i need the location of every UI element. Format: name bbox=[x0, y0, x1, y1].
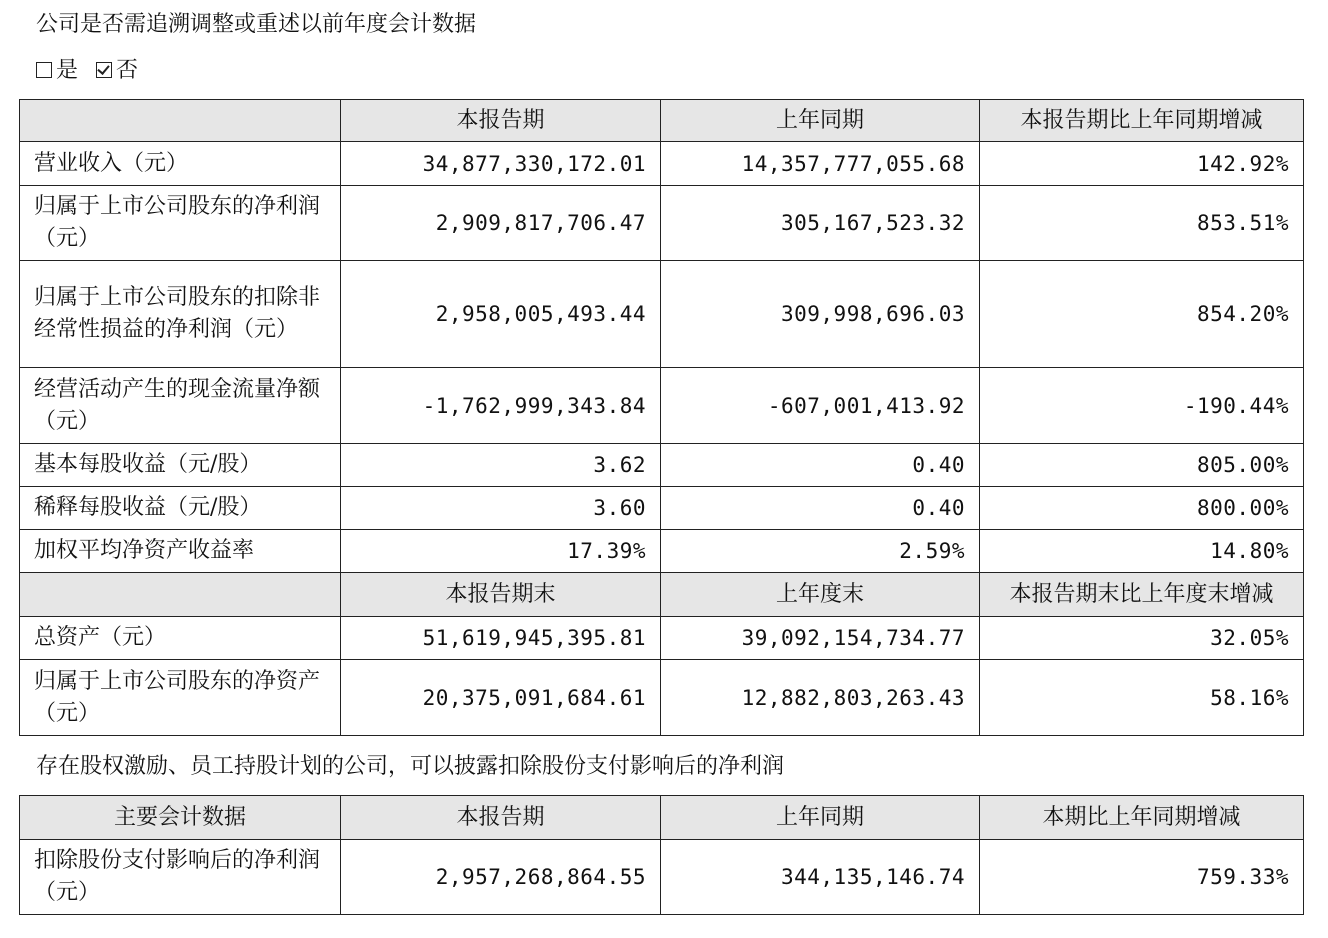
header-row-period bbox=[20, 100, 1304, 142]
restatement-choice bbox=[36, 56, 138, 86]
row-label: 总资产（元） bbox=[20, 617, 341, 660]
current-value: 3.60 bbox=[341, 487, 661, 530]
prior-value: 0.40 bbox=[661, 487, 980, 530]
header-cell: 本报告期末比上年度末增减 bbox=[980, 573, 1304, 617]
change-value: 853.51% bbox=[980, 186, 1304, 261]
header-cell bbox=[20, 573, 341, 617]
prior-value: -607,001,413.92 bbox=[661, 368, 980, 444]
table-row bbox=[20, 487, 1304, 530]
change-value: 805.00% bbox=[980, 444, 1304, 487]
checkbox-yes[interactable] bbox=[36, 62, 52, 78]
header-cell: 本期比上年同期增减 bbox=[980, 796, 1304, 840]
row-label: 稀释每股收益（元/股） bbox=[20, 487, 341, 530]
current-value: 34,877,330,172.01 bbox=[341, 142, 661, 186]
prior-value: 309,998,696.03 bbox=[661, 261, 980, 368]
row-label: 归属于上市公司股东的净利润（元） bbox=[20, 186, 341, 261]
share-payment-note: 存在股权激励、员工持股计划的公司，可以披露扣除股份支付影响后的净利润 bbox=[36, 754, 785, 779]
checkbox-no-checked[interactable] bbox=[96, 62, 112, 78]
row-label: 经营活动产生的现金流量净额（元） bbox=[20, 368, 341, 444]
row-label: 营业收入（元） bbox=[20, 142, 341, 186]
prior-value: 344,135,146.74 bbox=[661, 840, 980, 915]
current-value: 51,619,945,395.81 bbox=[341, 617, 661, 660]
row-label: 加权平均净资产收益率 bbox=[20, 530, 341, 573]
current-value: 17.39% bbox=[341, 530, 661, 573]
row-label: 归属于上市公司股东的扣除非经常性损益的净利润（元） bbox=[20, 261, 341, 368]
share-payment-table bbox=[19, 795, 1304, 915]
current-value: -1,762,999,343.84 bbox=[341, 368, 661, 444]
header-cell: 本报告期 bbox=[341, 796, 661, 840]
table-row bbox=[20, 530, 1304, 573]
header-cell: 上年度末 bbox=[661, 573, 980, 617]
prior-value: 12,882,803,263.43 bbox=[661, 660, 980, 736]
prior-value: 39,092,154,734.77 bbox=[661, 617, 980, 660]
header-cell: 上年同期 bbox=[661, 796, 980, 840]
change-value: 14.80% bbox=[980, 530, 1304, 573]
header-cell: 主要会计数据 bbox=[20, 796, 341, 840]
header-row bbox=[20, 796, 1304, 840]
current-value: 3.62 bbox=[341, 444, 661, 487]
table-row bbox=[20, 617, 1304, 660]
choice-yes-label: 是 bbox=[56, 58, 79, 83]
current-value: 2,957,268,864.55 bbox=[341, 840, 661, 915]
current-value: 2,909,817,706.47 bbox=[341, 186, 661, 261]
header-cell: 本报告期末 bbox=[341, 573, 661, 617]
prior-value: 0.40 bbox=[661, 444, 980, 487]
main-accounting-table bbox=[19, 99, 1304, 736]
header-row-period-end bbox=[20, 573, 1304, 617]
table-row bbox=[20, 186, 1304, 261]
table-row bbox=[20, 368, 1304, 444]
choice-no-label: 否 bbox=[116, 58, 139, 83]
restatement-question: 公司是否需追溯调整或重述以前年度会计数据 bbox=[36, 12, 477, 37]
change-value: -190.44% bbox=[980, 368, 1304, 444]
table-row bbox=[20, 261, 1304, 368]
current-value: 20,375,091,684.61 bbox=[341, 660, 661, 736]
table-row bbox=[20, 840, 1304, 915]
table-row bbox=[20, 142, 1304, 186]
prior-value: 2.59% bbox=[661, 530, 980, 573]
change-value: 854.20% bbox=[980, 261, 1304, 368]
header-cell: 上年同期 bbox=[661, 100, 980, 142]
table-row bbox=[20, 660, 1304, 736]
prior-value: 14,357,777,055.68 bbox=[661, 142, 980, 186]
change-value: 32.05% bbox=[980, 617, 1304, 660]
header-cell bbox=[20, 100, 341, 142]
header-cell: 本报告期比上年同期增减 bbox=[980, 100, 1304, 142]
change-value: 800.00% bbox=[980, 487, 1304, 530]
table-row bbox=[20, 444, 1304, 487]
current-value: 2,958,005,493.44 bbox=[341, 261, 661, 368]
row-label: 归属于上市公司股东的净资产（元） bbox=[20, 660, 341, 736]
row-label: 扣除股份支付影响后的净利润（元） bbox=[20, 840, 341, 915]
prior-value: 305,167,523.32 bbox=[661, 186, 980, 261]
header-cell: 本报告期 bbox=[341, 100, 661, 142]
row-label: 基本每股收益（元/股） bbox=[20, 444, 341, 487]
change-value: 58.16% bbox=[980, 660, 1304, 736]
change-value: 759.33% bbox=[980, 840, 1304, 915]
change-value: 142.92% bbox=[980, 142, 1304, 186]
